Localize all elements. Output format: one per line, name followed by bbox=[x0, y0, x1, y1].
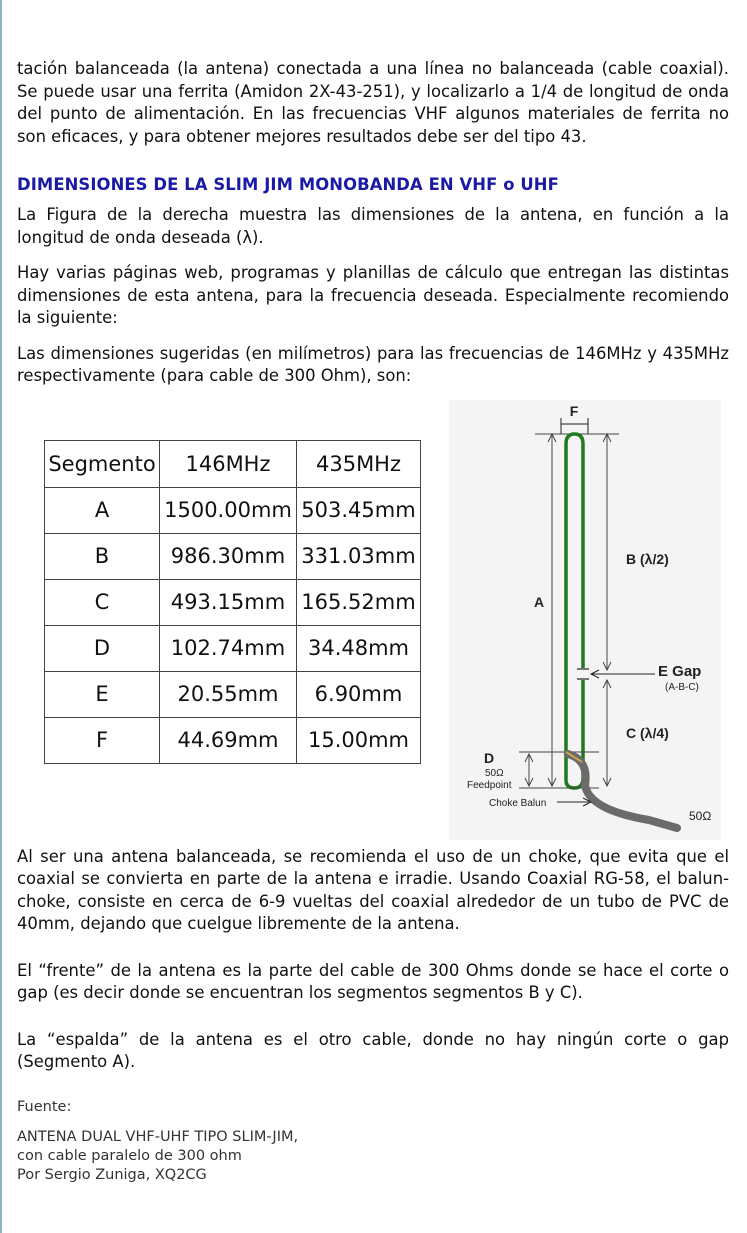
section-paragraph-2: Hay varias páginas web, programas y planillas de cálculo que entregan las distintas dimensiones de esta antena, para la frecuencia deseada. Especialmente recomiendo la siguiente: bbox=[17, 263, 729, 327]
source-line-1: ANTENA DUAL VHF-UHF TIPO SLIM-JIM, bbox=[17, 1128, 299, 1145]
label-b: B (λ/2) bbox=[626, 550, 669, 567]
table-row bbox=[45, 533, 421, 579]
intro-paragraph: tación balanceada (la antena) conectada a una línea no balanceada (cable coaxial). Se puede usar una ferrita (Amidon 2X-43-251), y localizarlo a 1/4 de longitud de onda del punto de alimentación. En las frecuencias VHF algunos materiales de ferrita no son eficaces, y para obtener mejores resultados debe ser del tipo 43. bbox=[17, 59, 729, 146]
section-paragraph-3: Las dimensiones sugeridas (en milímetros) para las frecuencias de 146MHz y 435MHz respectivamente (para cable de 300 Ohm), son: bbox=[17, 343, 729, 385]
slim-jim-antenna-diagram bbox=[449, 400, 721, 840]
section-heading: DIMENSIONES DE LA SLIM JIM MONOBANDA EN VHF o UHF bbox=[17, 175, 559, 194]
table-cell: 493.15mm bbox=[160, 579, 297, 625]
table-cell: 165.52mm bbox=[297, 579, 421, 625]
table-header-cell: 146MHz bbox=[160, 440, 297, 487]
table-row bbox=[45, 625, 421, 671]
section-paragraph-1: La Figura de la derecha muestra las dimensiones de la antena, en función a la longitud de onda deseada (λ). bbox=[17, 205, 729, 247]
table-cell: 102.74mm bbox=[160, 625, 297, 671]
article bbox=[17, 58, 729, 1185]
table-cell: F bbox=[45, 717, 160, 763]
table-row bbox=[45, 487, 421, 533]
table-header-cell: 435MHz bbox=[297, 440, 421, 487]
label-f: F bbox=[569, 402, 579, 419]
table-cell: A bbox=[45, 487, 160, 533]
table-cell: D bbox=[45, 625, 160, 671]
label-feedpoint: Feedpoint bbox=[467, 779, 512, 791]
label-c: C (λ/4) bbox=[626, 724, 669, 741]
after-paragraph-1: Al ser una antena balanceada, se recomienda el uso de un choke, que evita que el coaxial se convierta en parte de la antena e irradie. Usando Coaxial RG-58, el balun-choke, consiste en cerca de 6-9 vueltas del coaxial alrededor de un tubo de PVC de 40mm, dejando que cuelgue libremente de la antena. bbox=[17, 846, 729, 933]
left-border-rule bbox=[0, 0, 2, 1233]
table-cell: 986.30mm bbox=[160, 533, 297, 579]
source-block bbox=[17, 1098, 729, 1185]
table-cell: 6.90mm bbox=[297, 671, 421, 717]
label-choke: Choke Balun bbox=[489, 797, 547, 809]
dimensions-table bbox=[44, 440, 421, 764]
table-cell: 503.45mm bbox=[297, 487, 421, 533]
after-paragraph-3: La “espalda” de la antena es el otro cable, donde no hay ningún corte o gap (Segmento A). bbox=[17, 1029, 729, 1071]
label-e: E Gap bbox=[658, 662, 702, 680]
table-cell: E bbox=[45, 671, 160, 717]
label-cable-ohm: 50Ω bbox=[689, 808, 712, 823]
figure-row bbox=[17, 400, 729, 846]
table-header-cell: Segmento bbox=[45, 440, 160, 487]
table-cell: 1500.00mm bbox=[160, 487, 297, 533]
source-line-3: Por Sergio Zuniga, XQ2CG bbox=[17, 1166, 207, 1183]
label-d: D bbox=[484, 749, 495, 766]
table-cell: 331.03mm bbox=[297, 533, 421, 579]
after-figure bbox=[17, 846, 729, 1185]
after-paragraph-2: El “frente” de la antena es la parte del cable de 300 Ohms donde se hace el corte o gap (es decir donde se encuentran los segmentos segmentos B y C). bbox=[17, 960, 729, 1002]
label-a: A bbox=[533, 593, 545, 610]
label-d-ohm: 50Ω bbox=[485, 767, 504, 779]
table-row bbox=[45, 579, 421, 625]
table-row bbox=[45, 717, 421, 763]
source-line-2: con cable paralelo de 300 ohm bbox=[17, 1147, 242, 1164]
table-cell: C bbox=[45, 579, 160, 625]
table-row bbox=[45, 671, 421, 717]
table-cell: 20.55mm bbox=[160, 671, 297, 717]
table-cell: B bbox=[45, 533, 160, 579]
table-cell: 15.00mm bbox=[297, 717, 421, 763]
label-e-sub: (A-B-C) bbox=[665, 681, 699, 693]
table-header-row bbox=[45, 440, 421, 487]
table-cell: 44.69mm bbox=[160, 717, 297, 763]
source-label: Fuente: bbox=[17, 1098, 72, 1115]
table-cell: 34.48mm bbox=[297, 625, 421, 671]
